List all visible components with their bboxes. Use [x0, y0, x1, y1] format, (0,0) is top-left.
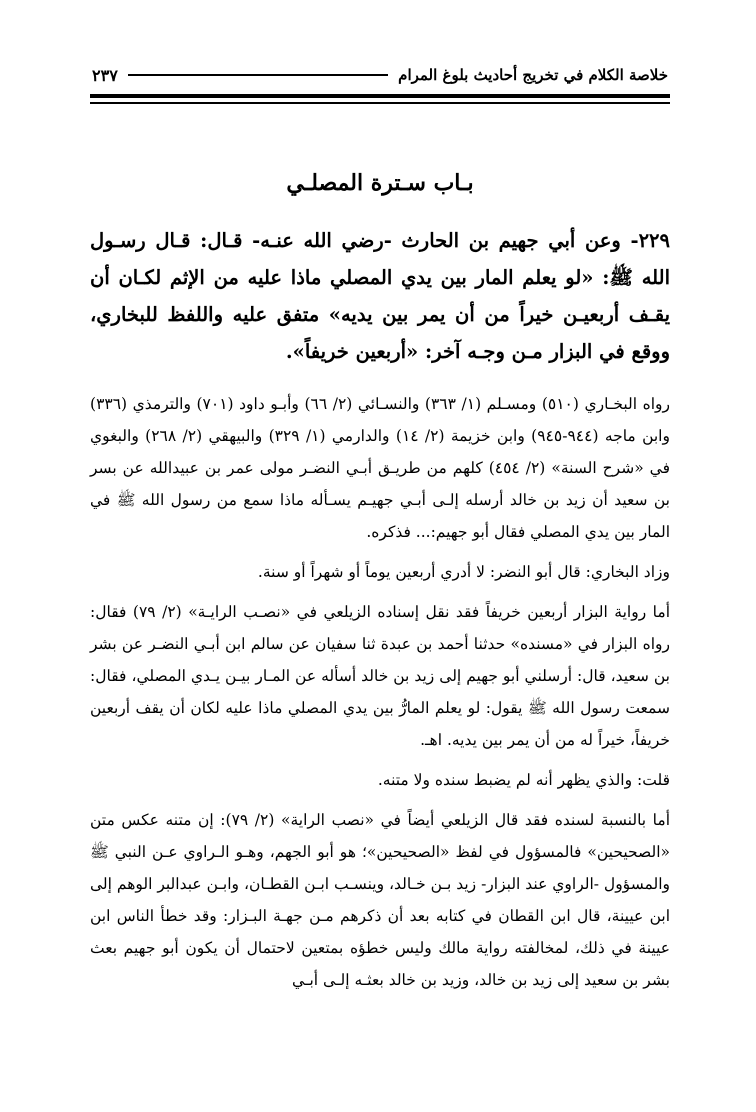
header-rule-thin	[90, 102, 670, 104]
paragraph-author-comment: قلت: والذي يظهر أنه لم يضبط سنده ولا متنه.	[377, 771, 670, 789]
page-body	[90, 222, 670, 1004]
header-rule-thick	[90, 94, 670, 98]
paragraph-takhrij: رواه البخـاري (٥١٠) ومسـلم (١/ ٣٦٣) والنسـائي (٢/ ٦٦) وأبـو داود (٧٠١) والترمذي (٣٣٦) وابن ماجه (٩٤٤-٩٤٥) وابن خزيمة (٢/ ١٤) والدارمي (١/ ٣٢٩) والبيهقي (٢/ ٢٦٨) والبغوي في «شرح السنة» (٢/ ٤٥٤) كلهم من طريـق أبـي النضـر مولى عمر بن عبيدالله عن بسر بن سعيد أن زيد بن خالد أرسله إلـى أبـي جهيـم يسـأله ماذا سمع من رسول الله ﷺ في المار بين يدي المصلي فقال أبو جهيم:... فذكره.	[90, 395, 670, 541]
paragraph-bazzar-narration: أما رواية البزار أربعين خريفاً فقد نقل إسناده الزيلعي في «نصـب الرايـة» (٢/ ٧٩) فقال: رواه البزار في «مسنده» حدثنا أحمد بن عبدة ثنا سفيان عن سالم ابن أبـي النضـر عن بشر بن سعيد، قال: أرسلني أبو جهيم إلى زيد بن خالد أسأله عن المـار بيـن يـدي المصلي، فقال: سمعت رسول الله ﷺ يقول: لو يعلم المارُّ بين يدي المصلي ماذا عليه لكان أن يقف أربعين خريفاً، خيراً له من أن يمر بين يديه. اهـ.	[90, 603, 671, 749]
page-number: ٢٣٧	[92, 65, 118, 85]
running-header-title: خلاصة الكلام في تخريج أحاديث بلوغ المرام	[398, 66, 668, 84]
paragraph-isnad-discussion: أما بالنسبة لسنده فقد قال الزيلعي أيضاً في «نصب الراية» (٢/ ٧٩): إن متنه عكس متن «الصحيحين» فالمسؤول في لفظ «الصحيحين»؛ هو أبو الجهم، وهـو الـراوي عـن النبي ﷺ والمسؤول -الراوي عند البزار- زيد بـن خـالد، وينسـب ابـن القطـان، وابـن عبدالبر الوهم إلى ابن عيينة، قال ابن القطان في كتابه بعد أن ذكرهم مـن جهـة البـزار: وقد خطأ الناس ابن عيينة في ذلك، لمخالفته رواية مالك وليس خطؤه بمتعين لاحتمال أن يكون أبو جهيم بعث بشر بن سعيد إلى زيد بن خالد، وزيد بن خالد بعثـه إلـى أبـي	[90, 811, 671, 989]
chapter-title: بـاب سـترة المصلـي	[286, 170, 474, 196]
hadith-text: ٢٢٩- وعن أبي جهيم بن الحارث -رضي الله عنـه- قـال: قـال رسـول الله ﷺ: «لو يعلم المار بين يدي المصلي ماذا عليه من الإثم لكـان أن يقـف أربعيـن خيراً من أن يمر بين يديه» متفق عليه واللفظ للبخاري، ووقع في البزار مـن وجـه آخر: «أربعين خريفاً».	[90, 229, 670, 363]
running-header	[92, 62, 668, 88]
header-divider-line	[128, 74, 388, 76]
paragraph-bukhari-addition: وزاد البخاري: قال أبو النضر: لا أدري أربعين يوماً أو شهراً أو سنة.	[257, 563, 670, 581]
